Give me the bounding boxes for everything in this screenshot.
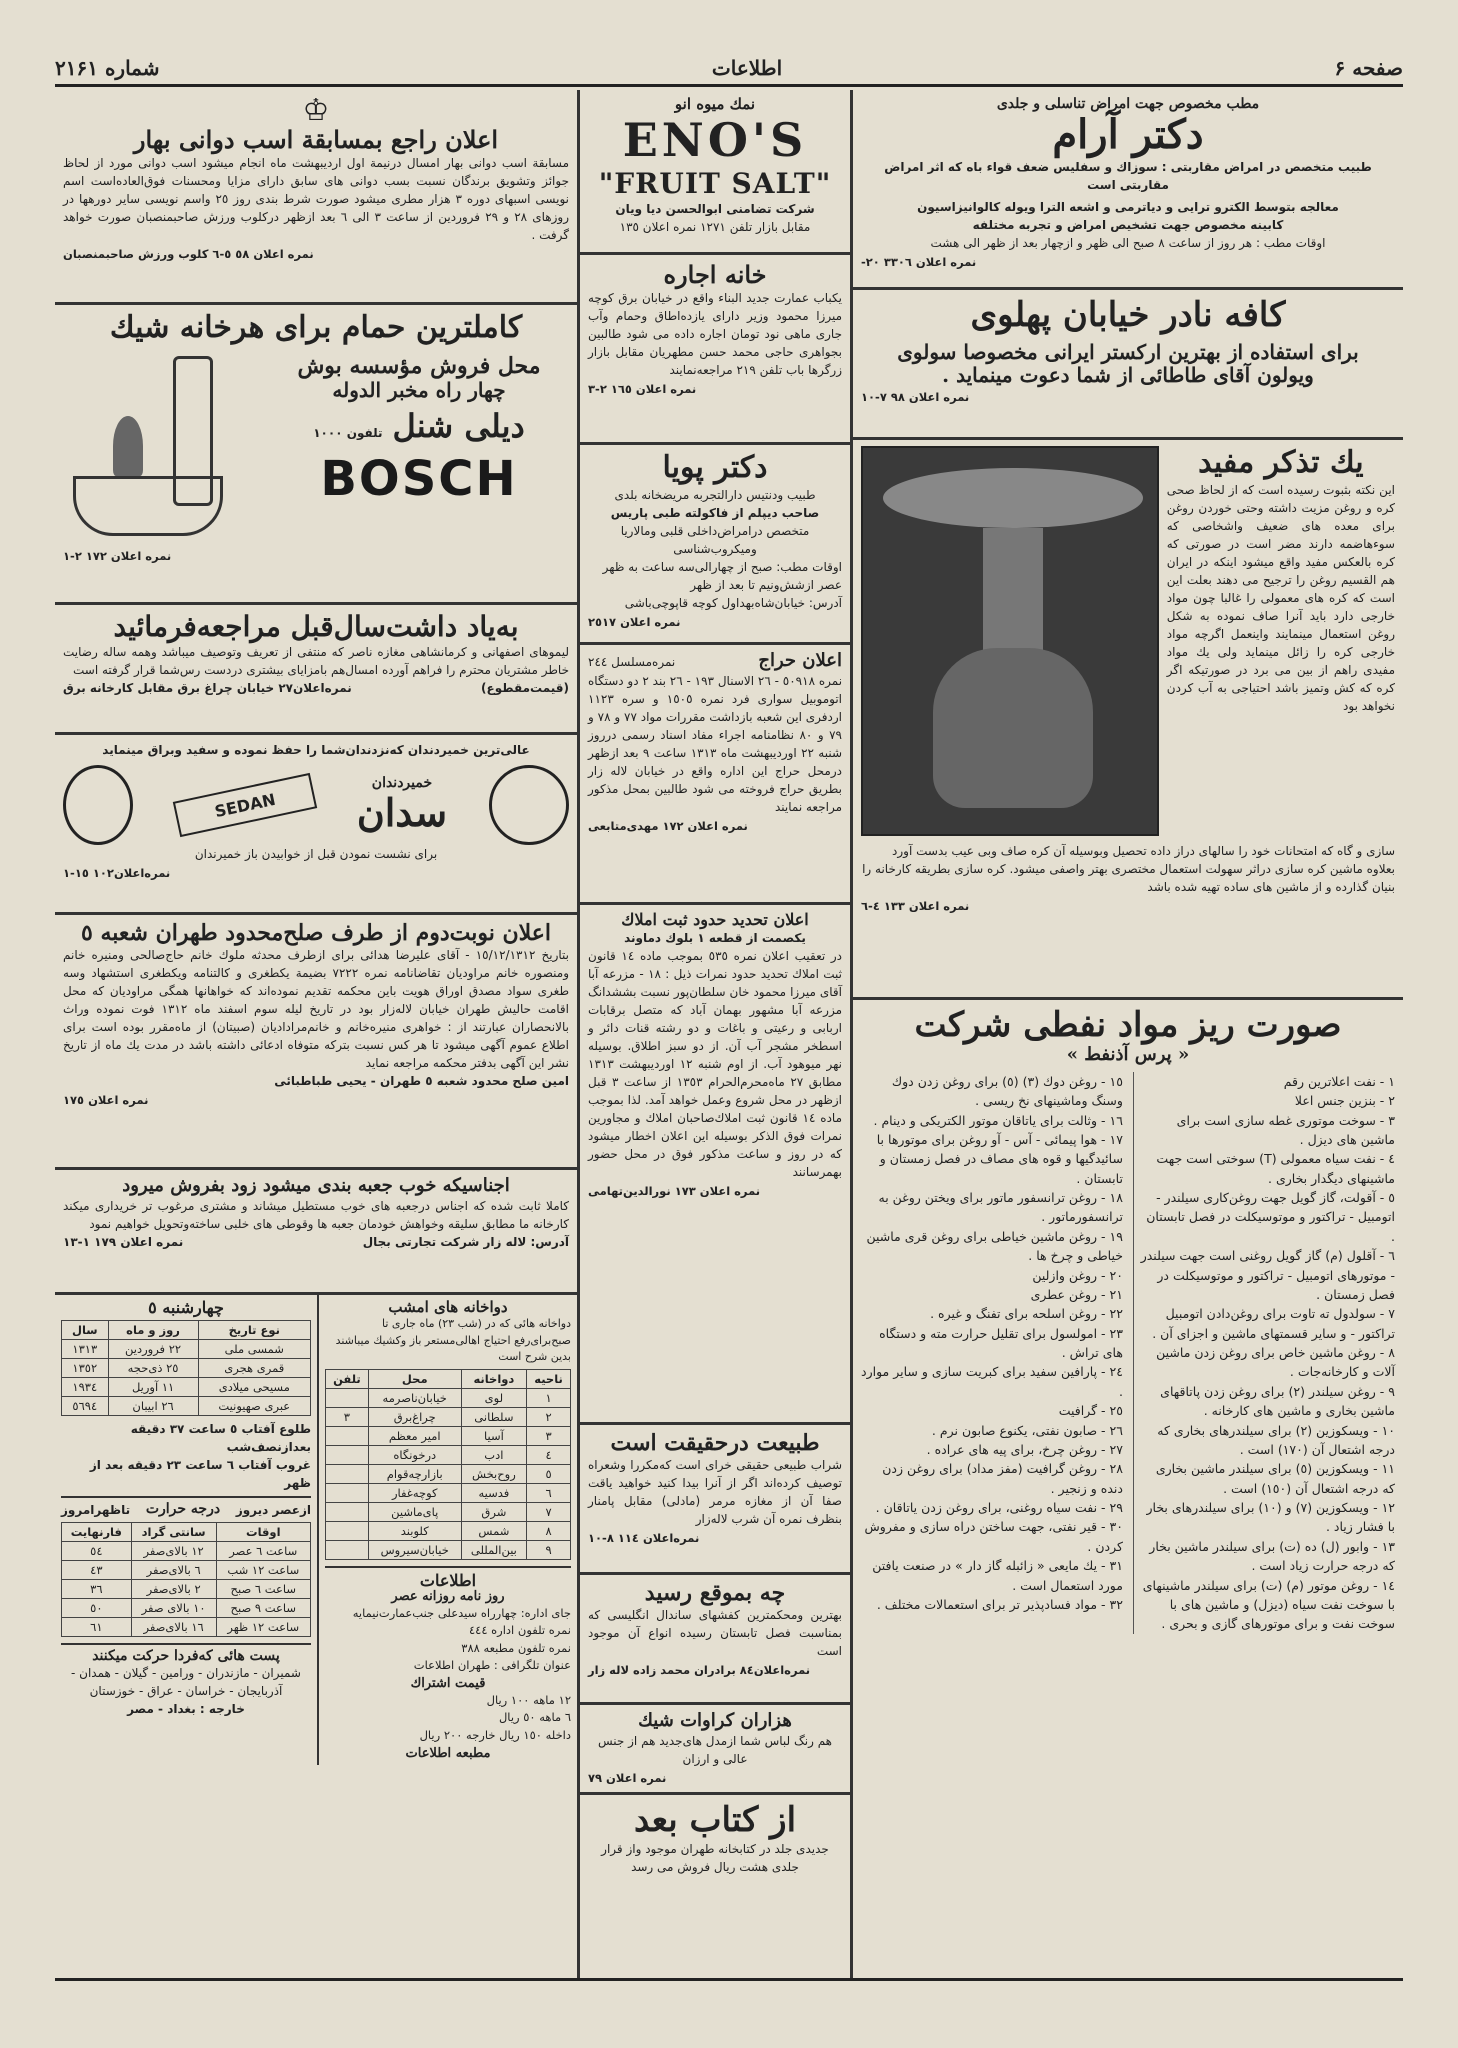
ad-book (580, 1795, 850, 1925)
table-cell: كوچه‌غفار (368, 1483, 461, 1502)
subscription-line: داخله ١٥٠ ريال خارجه ٢٠٠ ريال (419, 1727, 571, 1742)
product-list-item: ٢٠ - روغن وازلين (1032, 1267, 1123, 1283)
ad-body: در تعقيب اعلان نمره ٥٣٥ بموجب ماده ١٤ قانون ثبت املاك تحديد حدود نمرات ذيل : ١٨ - مزرعه آبا آقاى ميرزا محمود خان سلطان‌پور نسبت بششدانگ مزرعه آبا مشهور بهمان آباد كه متصل برقابات اربابى و رعيتى و باغات و دو رشته قنات دائر و اسطخر مشجر آب آن. از دو سبز اطلاق. بوسيله نهر ميوهود آب. از اوم شنبه ١٢ اورديبهشت ١٣١٣ مطابق ٢٧ ماه‌محرم‌الحرام ١٣٥٣ از ساعت ٣ قبل ازظهر در محل شروع وعمل خواهد آمد. لذا بموجب ماده ١٤ قانون ثبت املاك‌صاحبان املاك و مجاورين نمرات فوق الذكر بوسيله اين اعلان اخطار ميشود كه در روز و ساعت مذكور فوق در محل حضور بهمرسانند (588, 949, 843, 1180)
ad-body: شركت تضامنى ابوالحسن ديا ويان (615, 202, 815, 217)
crown-emblem-icon: ♔ (302, 93, 330, 128)
table-cell: ٩ (527, 1540, 571, 1559)
masthead (55, 52, 1403, 84)
product-list-item: ٢ - بنزين جنس اعلا (1294, 1093, 1395, 1109)
product-list-item: ٩ - روغن سيلندر (٢) براى روغن زدن پاتاقهاى ماشين بخارى و ماشين هاى كارخانه . (1160, 1383, 1395, 1419)
product-list-item: ٢٥ - گرافيت (1058, 1403, 1123, 1419)
paper-info-title: اطلاعات (419, 1570, 477, 1590)
ad-signature: امين صلح محدود شعبه ٥ طهران - يحيى طباطبائى (274, 1074, 569, 1089)
ad-hours: اوقات مطب : هر روز از ساعت ٨ صبح الى ظهر و ازچهار بعد از ظهر الى هشت (930, 236, 1326, 251)
middle-column (580, 90, 850, 1978)
ad-neckties (580, 1705, 850, 1795)
table-cell: بين‌المللى (461, 1540, 526, 1559)
ad-lemon-shop (55, 605, 577, 735)
ad-body: بتاريخ ١٥/١٢/١٣١٢ - آقاى عليرضا هدائى براى ازطرف محدثه ملوك خانم حاج‌صالحى ومنيره خانم ومنصوره خانم مراوديان تقاضانامه نمره ٧٢٢٢ بضيمة يكطغرى و كالتنامه ويكطغرى استشهاد وسه طغرى سواد مصدق اوراق هويت باين محكمه تقديم نموده‌اند كه خواهانها همگى مراوديان كه محل اقامت حاليش طهران خيابان لاله‌زار بود در تاريخ ليله سوم اسفند ماه ١٣١٢ فوت نموده وراث بالانحصاران عبارتند از : خواهرى منيره‌خانم و خانم‌مراد‌اديان (صبيتان) از ماه‌مقرر بوده است براى اطلاع عموم آگهى ميشود تا هر كس نسبت بتركه متوفاه ادعائى داشته باشد در مدت يك ماه از تاريخ نشر اين آگهى بدفتر محكمه مراجعه نمايد (63, 948, 570, 1071)
circle-emblem-icon (63, 765, 133, 845)
table-cell: ١٢ بالاى‌صفر (131, 1542, 216, 1561)
ad-body: سازى و گاه كه امتحانات خود را سالهاى دراز داده تحصيل وبوسيله آن كره صاف وبى عيب بدست آورد بعلاوه ماشين كره سازى دراثر سهولت استعمال مختصرى بهتر واصفى ميشود. كره سازى بطريقه كارخانه را بنيان گذارده و از ماشين هاى ساده تهيه شده باشد (862, 844, 1395, 894)
product-list-item: ١٢ - ويسكوزين (٧) و (١٠) براى سيلندرهاى بخار با فشار زياد . (1146, 1500, 1395, 1535)
table-cell: خيابان‌ناصرمه (368, 1388, 461, 1407)
table-cell: ٢٦ ابيبان (108, 1397, 198, 1416)
pharmacy-row (326, 1521, 571, 1540)
table-header-cell: روز و ماه (108, 1321, 198, 1340)
calendar-row (62, 1340, 311, 1359)
temperature-table (61, 1522, 311, 1637)
table-cell: آسيا (461, 1426, 526, 1445)
paper-info-line: نمره تلفون مطبعه ٣٨٨ (461, 1640, 571, 1655)
table-header-cell: دواخانه (461, 1369, 526, 1388)
table-cell: ١٩٣٤ (62, 1378, 109, 1397)
ad-sedan-toothpaste (55, 735, 577, 915)
ad-title: اعلان نوبت‌دوم از طرف صلح‌محدود طهران شعبه ٥ (80, 920, 552, 946)
table-cell (326, 1426, 369, 1445)
product-list (1133, 1072, 1395, 1634)
paper-info-subtitle: روز نامه روزانه عصر (391, 1589, 505, 1605)
table-cell: پاى‌ماشين (368, 1502, 461, 1521)
ad-subtitle: يكصمت از قطعه ١ بلوك دماوند (624, 931, 806, 946)
brand-logo: "FRUIT SALT" (598, 167, 832, 201)
table-cell: ٥٠ (62, 1599, 132, 1618)
ad-subtitle: چهار راه مخبر الدوله (332, 377, 506, 402)
table-cell: شمسى ملى (198, 1340, 310, 1359)
table-cell: ٤٣ (62, 1561, 132, 1580)
ad-address: مقابل بازار تلفن ١٢٧١ نمره اعلان ١٣٥ (619, 220, 811, 235)
table-cell: چراغ‌برق (368, 1407, 461, 1426)
temperature-title: درجه حرارت (145, 1501, 221, 1518)
ad-title: دكتر پويا (662, 450, 768, 485)
subscription-title: قيمت اشتراك (410, 1676, 486, 1692)
pharmacy-panel (317, 1295, 577, 1765)
ad-phone: تلفون ١٠٠٠ (313, 425, 383, 440)
pharmacy-row (326, 1445, 571, 1464)
ad-body: جديدى جلد در كتابخانه طهران موجود واز قرار جلدى هشت ريال فروش مى رسد (601, 1842, 829, 1875)
temperature-row (62, 1599, 311, 1618)
post-destinations: شميران - مازندران - ورامين - گيلان - همدان - آذربايجان - خراسان - عراق - خوزستان (71, 1666, 301, 1699)
ad-body: يكباب عمارت جديد البناء واقع در خيابان برق كوچه ميرزا محمود وزير داراى يازده‌اطاق وحمام وآب جارى ماهى نود تومان اجاره داده مى شود طالبين بجواهرى حاجى محمد حسن مطهريان مقابل بازار زرگرها باب تلفن ٢١٩ مراجعه‌نمايند (588, 290, 842, 377)
pharmacy-row (326, 1483, 571, 1502)
ad-subtitle: نمره‌مسلسل ٢٤٤ (588, 655, 676, 669)
cream-separator-photo (861, 446, 1159, 836)
product-list-item: ٢٣ - امولسول براى تقليل حرارت مته و دستگاه هاى تراش . (879, 1325, 1123, 1361)
ad-packaging (55, 1170, 577, 1295)
ad-subtitle: « پرس آذنفط » (1066, 1044, 1190, 1066)
ad-body: اين نكته بثبوت رسيده است كه از لحاظ صحى كره و روغن مزيت داشته وحتى خوردن روغن براى معده هاى ضعيف واشخاصى كه سوءهاضمه دارند مضر است در صورتى كه كره بالعكس مفيد واقع ميشود اينكه در ايران هم القسيم روغن را ترجيح مى دهند بعلت اين است كه كره هاى معمولى را غالبا چون مواد خارجى دارد بايد آنرا صاف نموده به شكل روغن استعمال مينمايند واينعمل اگرچه مواد خارجى كره را زائل مينمايد ولى يك مواد مفيدى راهم از بين مى برد در صورتيكه اگر كره كه كش وتميز باشد احتياجى به آب كردن نخواهد بود (1166, 482, 1395, 713)
page-number: صفحه ۶ (1334, 56, 1403, 80)
ad-notice-number: نمره اعلان ١٧٣ نورالدين‌تهامى (588, 1184, 761, 1199)
table-cell: ٣٦ (62, 1580, 132, 1599)
ad-notice-number: نمره‌اعلان١٠٢ ١٥-١ (63, 866, 171, 880)
table-header-cell: سانتى گراد (131, 1523, 216, 1542)
ad-dr-aram (853, 90, 1403, 290)
daily-info-section (55, 1295, 577, 1765)
ad-kicker: مطب مخصوص جهت امراض تناسلى و جلدى (996, 96, 1260, 112)
left-column (55, 90, 577, 1978)
table-cell (326, 1388, 369, 1407)
ad-notice-number: نمره اعلان ١٧٩ ١-١٣ (63, 1234, 184, 1249)
table-cell: قمرى هجرى (198, 1359, 310, 1378)
ad-subtitle: طبيب متخصص در امراض مقاربتى : سوزاك و سفليس ضعف قواء باه كه اثر امراض مقاربتى است (884, 160, 1372, 193)
table-header-cell: سال (62, 1321, 109, 1340)
ad-body: كابينه مخصوص جهت تشخيص امراض و تجربه مختلفه (972, 218, 1284, 233)
ad-notice-number: نمره‌اعلان‌٨٤ برادران محمد زاده لاله زار (588, 1663, 811, 1678)
ad-price-note: (قيمت‌مقطوع) (481, 681, 569, 696)
ad-hours: اوقات مطب: صبح از چهارالى‌سه ساعت به ظهر عصر از‌شش‌ونيم تا بعد از ظهر (602, 559, 842, 592)
ad-title: كاملترين حمام براى هرخانه شيك (109, 310, 523, 345)
pharmacy-table (325, 1369, 571, 1560)
ad-title: به‌ياد داشت‌سال‌قبل مراجعه‌فرمائيد (113, 610, 519, 643)
ad-butter-separator (853, 440, 1403, 1000)
table-cell (326, 1540, 369, 1559)
ad-house-rent (580, 255, 850, 445)
temperature-heading (61, 1496, 311, 1519)
table-header-cell: محل (368, 1369, 461, 1388)
paper-info-line: جاى اداره: چهارراه سيدعلى جنب‌عمارت‌نيمايه (352, 1606, 571, 1621)
ad-auction (580, 645, 850, 905)
product-list-item: ٢٤ - پارافين سفيد براى كبريت سازى و ساير موارد . (861, 1364, 1123, 1399)
table-cell: كلوبند (368, 1521, 461, 1540)
table-cell: ٢ بالاى‌صفر (131, 1580, 216, 1599)
ad-title: دكتر آرام (1052, 111, 1204, 159)
product-list-item: ٣٠ - قير نفتى، جهت ساختن دراه سازى و مفروش كردن . (864, 1519, 1123, 1554)
subscription-lines (325, 1692, 571, 1744)
pharmacy-row (326, 1426, 571, 1445)
ad-nature-wine (580, 1425, 850, 1575)
ad-eno-fruit-salt (580, 90, 850, 255)
table-cell: امير معظم (368, 1426, 461, 1445)
table-cell: ٢ (527, 1407, 571, 1426)
ad-notice-number: نمره اعلان ١٧٢ ٢-١ (63, 548, 172, 563)
table-cell (326, 1502, 369, 1521)
product-list-item: ١٤ - روغن موتور (م) (ت) براى سيلندر ماشينهاى با سوخت نفت سياه (ديزل) و ماشين هاى با سوخت نفت و براى موتورهاى گازى و بحرى . (1142, 1577, 1395, 1632)
ad-title: صورت ريز مواد نفطى شركت (914, 1005, 1342, 1045)
table-cell: ساعت ٦ عصر (216, 1542, 310, 1561)
table-cell: ١ (527, 1388, 571, 1407)
ad-body: شراب طبيعى حقيقى خراى است كه‌مكررا وشعراه توصيف كرده‌اند اگر از آنرا بيدا كنيد خواهيد ياقت صفا آن از مغازه مرمر (مادلى) مقابل پامنار بنظرف نمره آن شرب لاله‌زار (588, 1458, 842, 1527)
subscription-line: ١٢ ماهه ١٠٠ ريال (486, 1693, 571, 1708)
ad-title: اجناسيكه خوب جعبه بندى ميشود زود بفروش ميرود (122, 1175, 510, 1196)
pharmacy-row (326, 1464, 571, 1483)
table-cell: ٤ (527, 1445, 571, 1464)
ad-notice-number: نمره اعلان ١٧٢ مهدى‌متابعى (588, 818, 748, 833)
brand-logo: ENO'S (622, 113, 808, 168)
product-list-item: ٢٦ - صابون نفتى، يكنوع صابون نرم . (931, 1422, 1123, 1438)
ad-notice-number: نمره اعلان ٢٥١٧ (588, 614, 681, 629)
ad-body: ويولون آقاى طاطائى از شما دعوت مينمايد . (942, 363, 1314, 388)
table-cell: ٥ (527, 1464, 571, 1483)
pharmacy-row (326, 1407, 571, 1426)
table-cell: ١٦ بالاى‌صفر (131, 1618, 216, 1637)
ad-title: چه بموقع رسيد (644, 1580, 786, 1606)
product-list-item: ٤ - نفت سياه معمولى (T) سوختى است جهت ماشينهاى ديگدار بخارى . (1156, 1151, 1395, 1186)
table-cell: شرق (461, 1502, 526, 1521)
product-list-item: ٢١ - روغن عطرى (1030, 1286, 1123, 1302)
temperature-row (62, 1580, 311, 1599)
ad-notice-number: نمره اعلان ١٣٣ ٤-٦ (861, 899, 970, 913)
post-foreign: خارجه : بغداد - مصر (127, 1702, 245, 1717)
table-cell: ٣ (326, 1407, 369, 1426)
ad-title: اعلان حراج (758, 650, 842, 671)
ad-notice-number: نمره اعلان ١٧٥ (63, 1093, 149, 1108)
ad-body: بهترين ومحكمترين كفشهاى ساندال انگليسى كه بمناسبت فصل تابستان رسيده انواع آن موجود است (588, 1608, 842, 1659)
table-header-cell: تلفن (326, 1369, 369, 1388)
product-list-item: ٢٧ - روغن چرخ، براى پيه هاى عراده . (926, 1441, 1123, 1457)
ad-notice-number: نمره اعلان ٥٨ ٥-٦ كلوب ورزش صاحبمنصبان (63, 246, 314, 261)
table-header-cell: اوقات (216, 1523, 310, 1542)
table-cell (326, 1445, 369, 1464)
ad-body: نمره ٥٠٩١٨ - ٢٦ الاسنال ١٩٣ - ٢٦ بند ٢ دو دستگاه اتوموبيل سوارى فرد نمره ١٥٠٥ و سره ١١٢٣ اردفرى اين شعبه بازداشت مقررات مواد ٧٧ و ٧٨ و ٧٩ و ٨٠ نظامنامه اجراء مفاد اسناد رسمى درروز شنبه ٢٢ اورديبهشت ماه ١٣١٣ ساعت ٩ بعد ازظهر درمحل حراج اين اداره واقع در خيابان لاله زار بطريق حراج فروخته مى شود طالبين بمحل مذكور مراجعه نمايند (588, 673, 843, 814)
table-cell: لوى (461, 1388, 526, 1407)
product-list-item: ١٩ - روغن ماشين خياطى براى روغن قرى ماشين خياطى و چرخ ها . (866, 1228, 1123, 1264)
right-column (853, 90, 1403, 1978)
paper-info (325, 1566, 571, 1762)
brand-subtitle: خميردندان (371, 775, 433, 792)
ad-title: كافه نادر خيابان پهلوى (970, 295, 1286, 335)
table-cell: ساعت ٩ صبح (216, 1599, 310, 1618)
masthead-rule (55, 84, 1403, 87)
bath-heater-illustration (63, 346, 253, 546)
table-cell (326, 1483, 369, 1502)
product-list-item: ٢٨ - روغن گرافيت (مفز مداد) براى روغن زدن دنده و زنجير . (882, 1461, 1123, 1496)
ad-title: اعلان تحديد حدود ثبت املاك (621, 910, 809, 929)
post-title: پست هائى كه‌فردا حركت ميكنند (92, 1648, 280, 1665)
temperature-row (62, 1561, 311, 1580)
table-cell: ١١ آوريل (108, 1378, 198, 1397)
ad-subtitle: صاحب ديپلم از فاكولته طبى پاريس (610, 505, 820, 520)
product-list (861, 1072, 1123, 1634)
press-name: مطبعه اطلاعات (405, 1745, 491, 1761)
ad-body: ليموهاى اصفهانى و كرمانشاهى مغازه ناصر كه منتفى از تعريف وتوصيف ميباشد وهمه ساله رضايت خاطر مشتريان محترم را فراهم آورده امسال‌هم بامزاياى بيشترى دردست رس‌شما قرار گرفته است (63, 645, 569, 678)
ad-body: براى استفاده از بهترين اركستر ايرانى مخصوصا سولوى (897, 340, 1359, 365)
product-list-item: ٣٢ - مواد فسادپذير تر براى استعمالات مختلف . (876, 1596, 1123, 1612)
table-cell: شمس (461, 1521, 526, 1540)
table-cell: بازارچه‌قوام (368, 1464, 461, 1483)
table-cell: ساعت ١٢ شب (216, 1561, 310, 1580)
ad-subtitle: طبيب ودنتيس دارالتجربه مريضخانه بلدى (614, 487, 816, 502)
table-cell: روح‌بخش (461, 1464, 526, 1483)
table-cell: ٣ (527, 1426, 571, 1445)
post-section (61, 1643, 311, 1718)
table-cell: ٥٤ (62, 1542, 132, 1561)
ad-body: هم رنگ لباس شما ازمدل هاى‌جديد هم از جنس عالى و ارزان (597, 1733, 833, 1766)
ad-title: اعلان راجع بمسابقة اسب دوانى بهار (133, 125, 499, 154)
weekday-heading (61, 1299, 311, 1317)
table-cell: ٦ (527, 1483, 571, 1502)
table-cell: ١٣١٣ (62, 1340, 109, 1359)
pharmacy-title: دواخانه هاى امشب (388, 1298, 508, 1316)
pharmacy-row (326, 1502, 571, 1521)
product-list-item: ١٨ - روغن ترانسفور ماتور براى ويختن روغن به ترانسفورماتور . (878, 1190, 1123, 1225)
ad-title: هزاران كراوات شيك (638, 1710, 792, 1731)
table-header-cell: نوع تاريخ (198, 1321, 310, 1340)
ad-notice-number: نمره اعلان ٣٣٠٦ ٢٠- (861, 255, 977, 270)
table-cell: خيابان‌سيروس (368, 1540, 461, 1559)
ad-bosch-bath (55, 305, 577, 605)
temperature-row (62, 1542, 311, 1561)
product-list-item: ٦ - آقلول (م) گاز گويل روغنى است جهت سيلندر - موتورهاى اتومبيل - تراكتور و موتوسيكلت در فصل زمستان . (1140, 1248, 1395, 1302)
sunrise-time: طلوع آفتاب ٥ ساعت ٣٧ دقيقه بعداز‌نصف‌شب (130, 1422, 311, 1455)
product-list-item: ١٦ - وثالت براى ياتاقان موتور الكتريكى و دينام . (873, 1112, 1123, 1128)
pharmacy-row (326, 1540, 571, 1559)
table-cell: عبرى صهيونيت (198, 1397, 310, 1416)
calendar-row (62, 1397, 311, 1416)
product-list-item: ١٠ - ويسكوزين (٢) براى سيلندرهاى بخارى كه درجه اشتعال آن (١٧٠) است . (1157, 1422, 1395, 1457)
ad-cafe-nader (853, 290, 1403, 440)
ad-body: معالجه بتوسط الكترو ترايى و دياترمى و اشعه الترا ويوله كالوانيزاسيون (917, 200, 1339, 215)
weekday-number: ٥ (148, 1298, 157, 1317)
product-list-item: ١٣ - وابور (ل) ده (ت) براى سيلندر ماشين بخار كه درجه حرارت زياد است . (1149, 1538, 1395, 1574)
table-cell: ٦١ (62, 1618, 132, 1637)
ad-land-boundary (580, 905, 850, 1425)
product-list-item: ٥ - آقولت، گاز گويل جهت روغن‌كارى سيلندر - اتومبيل - تراكتور و موتوسيكلت در فصل تابستان . (1146, 1190, 1395, 1244)
table-cell: ٥٦٩٤ (62, 1397, 109, 1416)
subscription-line: ٦ ماهه ٥٠ ريال (498, 1710, 571, 1725)
footer-rule (55, 1978, 1403, 1981)
table-cell: ساعت ١٢ ظهر (216, 1618, 310, 1637)
table-cell: فدسيه (461, 1483, 526, 1502)
ad-title: از كتاب بعد (633, 1800, 797, 1840)
product-list-item: ٣ - سوخت موتورى غطه سازى است براى ماشين هاى ديزل . (1176, 1112, 1395, 1147)
paper-name: اطلاعات (711, 56, 783, 80)
temperature-row (62, 1618, 311, 1637)
product-list-item: ١١ - ويسكوزين (٥) براى سيلندر ماشين بخارى كه درجه اشتعال آن (١٥٠) است . (1155, 1461, 1395, 1496)
ad-title: خانه اجاره (663, 260, 767, 289)
product-list-item: ١٧ - هوا پيمائى - آس - آو روغن براى موتورها با سائيدگيها و قوه هاى مصاف در فصل زمستان و تابستان . (876, 1131, 1123, 1186)
table-cell: ٢٢ فروردين (108, 1340, 198, 1359)
product-list-item: ٢٢ - روغن اسلحه براى تفنگ و غيره . (930, 1306, 1123, 1322)
table-cell: ١٠ بالاى صفر (131, 1599, 216, 1618)
table-cell: ساعت ٦ صبح (216, 1580, 310, 1599)
ad-notice-number: نمره‌اعلان ١١٤ ٨-١٠ (588, 1531, 700, 1546)
table-cell: ٨ (527, 1521, 571, 1540)
brand-name: ديلى شنل (392, 406, 525, 445)
ad-petroleum-products (853, 1000, 1403, 1958)
ad-subtitle: محل فروش مؤسسه بوش (297, 352, 541, 379)
calendar-panel (55, 1295, 317, 1765)
ad-banner: عالى‌ترين خميردندان كه‌نزدندان‌شما را حفظ نموده و سفيد وبراق مينمايد (102, 743, 530, 757)
ad-notice-number: نمره‌اعلان‌٢٧ خيابان چراغ برق مقابل كارخانه برق (63, 681, 352, 696)
ad-kicker: نمك ميوه انو (674, 95, 756, 113)
table-cell (326, 1464, 369, 1483)
paper-info-line: عنوان تلگرافى : طهران اطلاعات (413, 1657, 571, 1672)
table-cell: ١٣٥٢ (62, 1359, 109, 1378)
pharmacy-row (326, 1388, 571, 1407)
brand-name: سدان (356, 790, 448, 836)
product-list-item: ٢٩ - نفت سياه روغنى، براى روغن زدن ياتاقان . (875, 1500, 1123, 1516)
pharmacy-intro: دواخانه هائى كه در (شب ٢٣) ماه جارى تا صبح‌براى‌رفع احتياج اهالى‌مستعر باز وكشيك ميباشند بدين شرح است (335, 1317, 571, 1364)
product-list-item: ٣١ - يك مايعى « زائبله گاز دار » در صنعت يافتن مورد استعمال است . (872, 1558, 1123, 1593)
paper-info-line: نمره تلفون اداره ٤٤٤ (468, 1623, 571, 1638)
calendar-table (61, 1320, 311, 1416)
ad-title: طبيعت درحقيقت است (610, 1430, 820, 1456)
ad-title: يك تذكر مفيد (1198, 445, 1364, 480)
product-list-item: ١ - نفت اعلاترين رقم (1283, 1073, 1395, 1089)
ad-horse-race (55, 90, 577, 305)
ad-address: آدرس: لاله زار شركت تجارتى بجال (362, 1234, 569, 1249)
ad-body: متخصص درامراض‌داخلى قلبى ومالاريا وميكروب‌شناسى (620, 523, 810, 556)
ad-notice-number: نمره اعلان ٩٨ ٧-١٠ (861, 390, 970, 405)
product-list-item: ٨ - روغن ماشين خاص براى روغن زدن ماشين ‌آلات و كارخانه‌جات . (1156, 1345, 1395, 1380)
product-list-item: ٧ - سولدول ته تاوت براى روغن‌دادن اتومبيل تراكتور - و ساير قسمتهاى ماشين و اجزاى آن . (1152, 1306, 1395, 1341)
table-header-cell: فارنهايت (62, 1523, 132, 1542)
bosch-logo: BOSCH (320, 450, 518, 507)
sunset-time: غروب آفتاب ٦ ساعت ٢٣ دقيقه بعد از ظهر (89, 1458, 311, 1491)
ad-court-notice (55, 915, 577, 1170)
calendar-row (62, 1359, 311, 1378)
table-cell: ٦ بالاى‌صفر (131, 1561, 216, 1580)
ad-body: كاملا ثابت شده كه اجناس درجعبه هاى خوب مستطيل ميشاند و مشترى مرغوب تر خريدارى ميكند كارخانه ما مطابق سليقه وخواهش خودمان جعبه ها وقوطى هاى خلبى ساخته‌وتحويل خواهيم نمود (63, 1198, 569, 1231)
calendar-row (62, 1378, 311, 1397)
table-cell: ادب (461, 1445, 526, 1464)
product-list-item: ١٥ - روغن دوك (٣) (٥) براى روغن زدن دوك وسنگ وماشينهاى نخ ريسى . (891, 1073, 1123, 1109)
ad-dr-pouya (580, 445, 850, 645)
table-header-cell: ناحيه (527, 1369, 571, 1388)
weekday-name: چهارشنبه (162, 1298, 224, 1317)
temperature-from: ازعصر ديروز (235, 1503, 311, 1518)
table-cell (326, 1521, 369, 1540)
ad-footer: براى نشست نمودن قبل از خوابيدن باز خميرندان (194, 847, 438, 861)
table-cell: ٢٥ ذى‌حجه (108, 1359, 198, 1378)
ad-notice-number: نمره اعلان ٧٩ (588, 1770, 667, 1785)
table-cell: درخونگاه (368, 1445, 461, 1464)
circle-emblem-icon (489, 765, 569, 845)
table-cell: مسيحى ميلادى (198, 1378, 310, 1397)
temperature-to: تاظهرامروز (61, 1503, 131, 1518)
ad-address: آدرس: خيابان‌شاه‌بهداول كوچه قاپوچى‌باشى (624, 595, 842, 610)
table-cell: سلطانى (461, 1407, 526, 1426)
ad-sandals (580, 1575, 850, 1705)
ad-body: مسابقة اسب دوانى بهار امسال درنيمة اول ارديبهشت ماه انجام ميشود اسب دوانى مورد از لحاظ جوائز وتشويق برندگان نسبت بسب دوانى هاى سابق داراى مزايا ومحسنات فوق‌العاده‌است اسم نويسى اسبهاى دوره ٣ هزار مطرى ميشود صورت شرط بندى روز ٢٥ واسم نويسى ساير دورهها در روزهاى ٢٨ و ٢٩ فروردين از ساعت ٣ الى ٦ بعد ازظهر دركلوب ورزش صاحبمنصبان صورت خواهد گرفت . (63, 155, 570, 242)
toothpaste-tube-icon: SEDAN (173, 773, 317, 837)
table-cell: ٧ (527, 1502, 571, 1521)
issue-number: شماره ۲۱۶۱ (55, 56, 160, 80)
paper-info-lines (325, 1605, 571, 1674)
ad-notice-number: نمره اعلان ١٦٥ ٢-٣ (588, 381, 697, 396)
